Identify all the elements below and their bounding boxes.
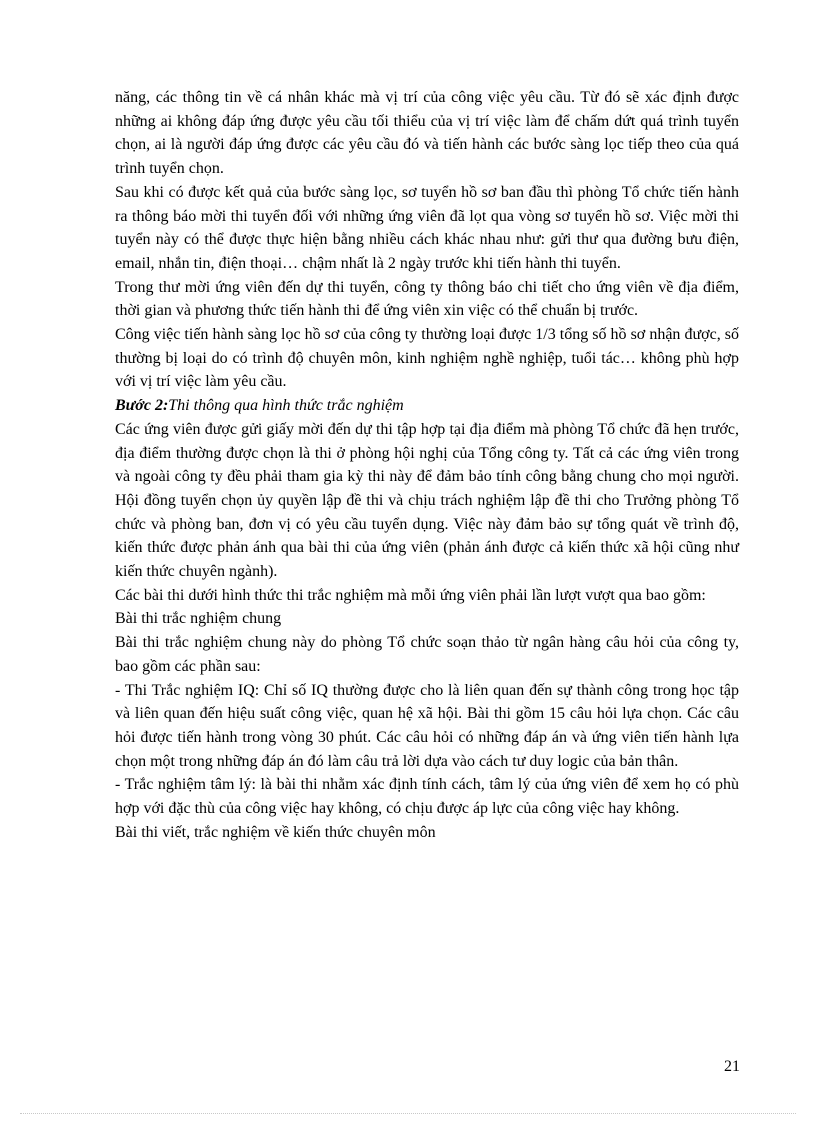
document-body xyxy=(115,86,739,845)
paragraph-invitation-letter: Trong thư mời ứng viên đến dự thi tuyển, công ty thông báo chi tiết cho ứng viên về địa điểm, thời gian và phương thức tiến hành thi để ứng viên xin việc có thể chuẩn bị trước. xyxy=(115,278,739,320)
step-2-title: Thi thông qua hình thức trắc nghiệm xyxy=(168,397,404,415)
subheading-written-test: Bài thi viết, trắc nghiệm về kiến thức chuyên môn xyxy=(115,823,436,841)
paragraph-screening-result: Công việc tiến hành sàng lọc hồ sơ của công ty thường loại được 1/3 tổng số hồ sơ nhận được, số thường bị loại do có trình độ chuyên môn, kinh nghiệm nghề nghiệp, tuổi tác… không phù hợp với vị trí việc làm yêu cầu. xyxy=(115,326,739,391)
step-2-heading xyxy=(115,394,739,418)
paragraph-exam-types: Các bài thi dưới hình thức thi trắc nghiệm mà mỗi ứng viên phải lần lượt vượt qua bao gồm: xyxy=(115,586,706,604)
paragraph-iq-test: - Thi Trắc nghiệm IQ: Chỉ số IQ thường được cho là liên quan đến sự thành công trong học tập và liên quan đến hiệu suất công việc, quan hệ xã hội. Bài thi gồm 15 câu hỏi lựa chọn. Các câu hỏi được tiến hành trong vòng 30 phút. Các câu hỏi có những đáp án và ứng viên tiến hành lựa chọn một trong những đáp án đó làm câu trả lời dựa vào cách tư duy logic của bản thân. xyxy=(115,681,739,770)
paragraph-general-test-desc: Bài thi trắc nghiệm chung này do phòng Tổ chức soạn thảo từ ngân hàng câu hỏi của công ty, bao gồm các phần sau: xyxy=(115,634,739,675)
page-bottom-divider xyxy=(20,1113,796,1114)
page-number: 21 xyxy=(724,1058,740,1075)
step-2-label: Bước 2: xyxy=(115,397,169,415)
paragraph-exam-venue: Các ứng viên được gửi giấy mời đến dự thi tập hợp tại địa điểm mà phòng Tổ chức đã hẹn trước, địa điểm thường được chọn là thi ở phòng hội nghị của Tổng công ty. Tất cả các ứng viên trong và ngoài công ty đều phải tham gia kỳ thi này để đảm bảo tính công bằng chung cho mọi người. Hội đồng tuyển chọn ủy quyền lập đề thi và chịu trách nghiệm lập đề thi cho Trưởng phòng Tổ chức và phòng ban, đơn vị có yêu cầu tuyển dụng. Việc này đảm bảo sự tổng quát về trình độ, kiến thức được phản ánh qua bài thi của ứng viên (phản ánh được cả kiến thức xã hội cũng như kiến thức chuyên ngành). xyxy=(115,420,739,581)
paragraph-screening-intro: năng, các thông tin về cá nhân khác mà vị trí của công việc yêu cầu. Từ đó sẽ xác định được những ai không đáp ứng được yêu cầu tối thiểu của vị trí việc làm để chấm dứt quá trình tuyển chọn, ai là người đáp ứng được các yêu cầu đó và tiến hành các bước sàng lọc tiếp theo của quá trình tuyển chọn. xyxy=(115,89,739,178)
paragraph-psychology-test: - Trắc nghiệm tâm lý: là bài thi nhằm xác định tính cách, tâm lý của ứng viên để xem họ có phù hợp với đặc thù của công việc hay không, có chịu được áp lực của công việc hay không. xyxy=(115,776,739,818)
subheading-general-test: Bài thi trắc nghiệm chung xyxy=(115,610,282,628)
paragraph-exam-invitation: Sau khi có được kết quả của bước sàng lọc, sơ tuyển hồ sơ ban đầu thì phòng Tổ chức tiến hành ra thông báo mời thi tuyển đối với những ứng viên đã lọt qua vòng sơ tuyển hồ sơ. Việc mời thi tuyển này có thể được thực hiện bằng nhiều cách khác nhau như: gửi thư qua đường bưu điện, email, nhắn tin, điện thoại… chậm nhất là 2 ngày trước khi tiến hành thi tuyển. xyxy=(115,183,739,272)
